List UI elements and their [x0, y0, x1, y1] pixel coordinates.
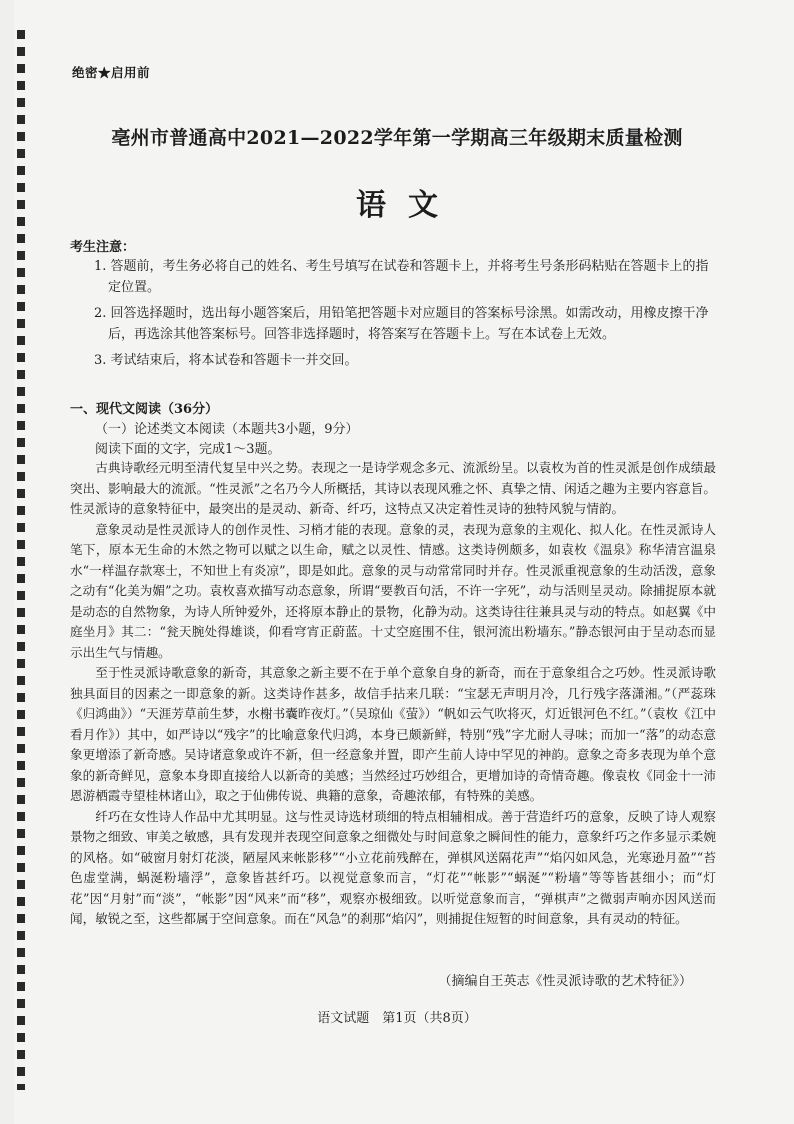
exam-title: 亳州市普通高中2021—2022学年第一学期高三年级期末质量检测	[111, 127, 683, 149]
notice-list	[94, 256, 714, 376]
notice-item: 3. 考试结束后，将本试卷和答题卡一并交回。	[94, 353, 358, 368]
passage-paragraph: 纤巧在女性诗人作品中尤其明显。这与性灵诗选材琐细的特点相辅相成。善于营造纤巧的意象，反映了诗人观察景物之细致、审美之敏感，具有发现并表现空间意象之细微处与时间意象之瞬间性的能力，意象纤巧之作多显示柔婉的风格。如“破窗月射灯花淡，陋屋风来帐影移”“小立花前残醉在，弹棋风送隔花声”“焰闪如风急，光寒逊月盈”“苔色虚堂满，蜗涎粉墙浮”，意象皆甚纤巧。以视觉意象而言，“灯花”“帐影”“蜗涎”“粉墙”等等皆甚细小；而“灯花”因“月射”而“淡”，“帐影”因“风来”而“移”，观察亦极细致。以听觉意象而言，“弹棋声”之微弱声响亦因风送而闻，敏锐之至，这些都属于空间意象。而在“风急”的刹那“焰闪”，则捕捉住短暂的时间意象，具有灵动的特征。	[70, 808, 716, 926]
section-heading: 一、现代文阅读（36分）	[70, 402, 219, 417]
subject-title: 语文	[356, 188, 460, 223]
reading-instruction: 阅读下面的文字，完成1～3题。	[95, 442, 281, 457]
subsection-heading: （一）论述类文本阅读（本题共3小题，9分）	[95, 422, 359, 437]
page-footer: 语文试题 第1页（共8页）	[317, 1011, 477, 1026]
passage-source: （摘编自王英志《性灵派诗歌的艺术特征》）	[438, 974, 692, 989]
reading-passage	[70, 458, 716, 930]
passage-paragraph: 古典诗歌经元明至清代复呈中兴之势。表现之一是诗学观念多元、流派纷呈。以袁枚为首的性灵派是创作成绩最突出、影响最大的流派。“性灵派”之名乃今人所概括，其诗以表现风雅之怀、真挚之情、闲适之趣为主要内容意旨。性灵派诗的意象特征中，最突出的是灵动、新奇、纤巧，这特点又决定着性灵诗的独特风貌与情韵。	[70, 460, 716, 516]
passage-paragraph: 至于性灵派诗歌意象的新奇，其意象之新主要不在于单个意象自身的新奇，而在于意象组合之巧妙。性灵派诗歌独具面目的因素之一即意象的新。这类诗作甚多，故信手拈来几联：“宝瑟无声明月冷，几行残字落潇湘。”（严蕊珠《归鸿曲》）“天涯芳草前生梦，水榭书囊昨夜灯。”（吴琼仙《萤》）“帆如云气吹将灭，灯近银河色不红。”（袁枚《江中看月作》）其中，如严诗以“残字”的比喻意象代归鸿，本身已颇新鲜，特别“残”字尤耐人寻味；而加一“落”的动态意象更增添了新奇感。吴诗诸意象或许不新，但一经意象并置，即产生前人诗中罕见的神韵。意象之奇多表现为单个意象的新奇鲜见，意象本身即直接给人以新奇的美感；当然经过巧妙组合，更增加诗的奇情奇趣。像袁枚《同金十一沛恩游栖霞寺望桂林诸山》，取之于仙佛传说、典籍的意象，奇趣浓郁，有特殊的美感。	[70, 665, 716, 803]
passage-paragraph: 意象灵动是性灵派诗人的创作灵性、习梢才能的表现。意象的灵，表现为意象的主观化、拟人化。在性灵派诗人笔下，原本无生命的木然之物可以赋之以生命，赋之以灵性、情感。这类诗例颇多，如袁枚《温泉》称华清宫温泉水“一样温存款寒士，不知世上有炎凉”，即是如此。意象的灵与动常常同时并存。性灵派重视意象的生动活泼，意象之动有“化美为媚”之功。袁枚喜欢描写动态意象，所谓“要教百句活，不许一字死”，动与活则呈灵动。除捕捉原本就是动态的自然物象，为诗人所钟爱外，还将原本静止的景物，化静为动。这类诗往往兼具灵与动的特点。如赵翼《中庭坐月》其二：“瓮天腕处得雄谈，仰看穹宵正蔚蓝。十丈空庭围不住，银河流出粉墙东。”静态银河由于呈动态而显示出生气与情趣。	[70, 521, 716, 660]
secret-label: 绝密★启用前	[72, 65, 151, 80]
notice-item: 2. 回答选择题时，选出每小题答案后，用铅笔把答题卡对应题目的答案标号涂黑。如需改动，用橡皮擦干净后，再选涂其他答案标号。回答非选择题时，将答案写在答题卡上。写在本试卷上无效。	[94, 306, 709, 342]
notice-heading: 考生注意：	[70, 240, 136, 255]
notice-item: 1. 答题前，考生务必将自己的姓名、考生号填写在试卷和答题卡上，并将考生号条形码粘贴在答题卡上的指定位置。	[94, 259, 709, 295]
